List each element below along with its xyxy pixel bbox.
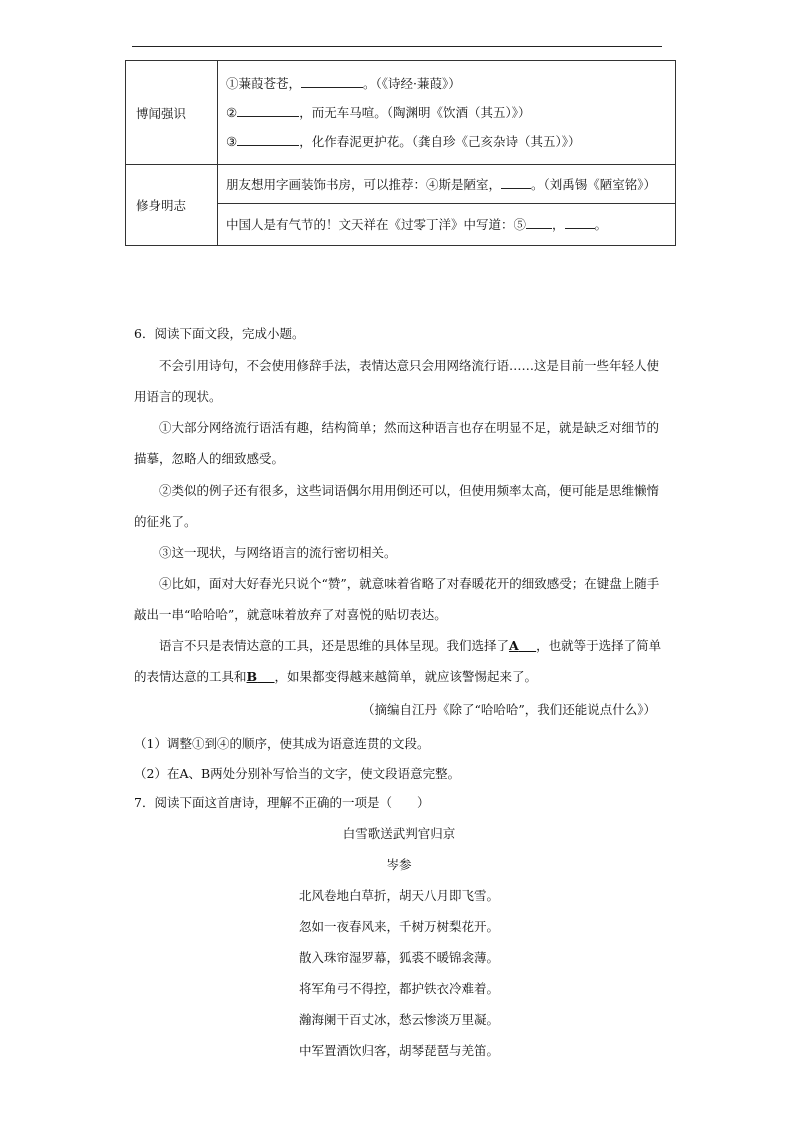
fill-line-4: 朋友想用字画装饰书房，可以推荐：④斯是陋室， 。（刘禹锡《陋室铭》） xyxy=(226,176,657,192)
answer-blank[interactable] xyxy=(237,133,299,146)
fill-line-3: ③ ，化作春泥更护花。（龚自珍《己亥杂诗（其五）》） xyxy=(226,134,581,149)
answer-blank[interactable] xyxy=(501,176,531,189)
answer-blank[interactable] xyxy=(237,104,299,117)
poem-line-6: 中军置酒饮归客，胡琴琵琶与羌笛。 xyxy=(298,1043,499,1058)
poem-line-2: 忽如一夜春风来，千树万树梨花开。 xyxy=(298,919,499,934)
poetry-table xyxy=(125,60,676,246)
question-7-title: 7．阅读下面这首唐诗，理解不正确的一项是（ ） xyxy=(134,795,430,810)
q6-sub-question-2: （2）在A、B两处分别补写恰当的文字，使文段语意完整。 xyxy=(134,766,461,781)
table-row xyxy=(126,61,676,165)
answer-blank[interactable] xyxy=(526,216,552,229)
q6-sentence-3: ③这一现状，与网络语言的流行密切相关。 xyxy=(159,545,397,560)
content-cell xyxy=(218,61,676,165)
blank-a[interactable]: A xyxy=(509,638,519,653)
category-cell: 博闻强识 xyxy=(126,61,218,165)
content-cell xyxy=(218,165,676,204)
blank-b[interactable]: B xyxy=(246,669,258,684)
q6-sentence-2: ②类似的例子还有很多，这些词语偶尔用用倒还可以，但使用频率太高，便可能是思维懒惰的征兆了。 xyxy=(134,483,660,529)
poem-author: 岑参 xyxy=(386,857,412,872)
poem-title: 白雪歌送武判官归京 xyxy=(342,826,456,841)
header-rule xyxy=(132,46,662,47)
category-cell: 修身明志 xyxy=(126,165,218,246)
q6-sub-question-1: （1）调整①到④的顺序，使其成为语意连贯的文段。 xyxy=(134,736,430,751)
q6-conclusion: 语言不只是表情达意的工具，还是思维的具体呈现。我们选择了A ，也就等于选择了简单的表情达意的工具和B ，如果都变得越来越简单，就应该警惕起来了。 xyxy=(134,638,662,684)
question-6-title: 6．阅读下面文段，完成小题。 xyxy=(134,326,305,341)
answer-blank[interactable] xyxy=(565,216,595,229)
answer-blank[interactable] xyxy=(301,75,363,88)
fill-line-5: 中国人是有气节的！文天祥在《过零丁洋》中写道：⑤ ， 。 xyxy=(226,217,608,232)
q6-sentence-4: ④比如，面对大好春光只说个“赞”，就意味着省略了对春暖花开的细致感受；在键盘上随手敲出一串“哈哈哈”，就意味着放弃了对喜悦的贴切表达。 xyxy=(134,576,660,622)
poem-line-3: 散入珠帘湿罗幕，狐裘不暖锦衾薄。 xyxy=(298,950,499,965)
poem-line-5: 瀚海阑干百丈冰，愁云惨淡万里凝。 xyxy=(298,1012,499,1027)
poem-line-1: 北风卷地白草折，胡天八月即飞雪。 xyxy=(298,888,499,903)
q6-source: （摘编自江丹《除了“哈哈哈”，我们还能说点什么》） xyxy=(361,702,656,717)
fill-line-2: ② ，而无车马喧。（陶渊明《饮酒（其五）》） xyxy=(226,105,531,120)
poem-line-4: 将军角弓不得控，都护铁衣冷难着。 xyxy=(298,981,499,996)
fill-line-1: ①蒹葭苍苍， 。（《诗经·蒹葭》） xyxy=(226,76,461,91)
q6-intro: 不会引用诗句，不会使用修辞手法，表情达意只会用网络流行语……这是目前一些年轻人使用语言的现状。 xyxy=(134,358,660,404)
q6-sentence-1: ①大部分网络流行语活有趣，结构简单；然而这种语言也存在明显不足，就是缺乏对细节的描摹，忽略人的细致感受。 xyxy=(134,420,660,466)
content-cell xyxy=(218,204,676,246)
table-row xyxy=(126,165,676,204)
